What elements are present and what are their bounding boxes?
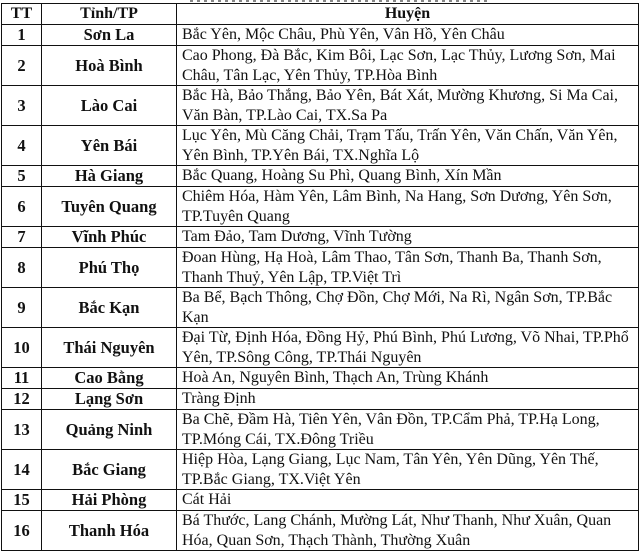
province-name: Thanh Hóa [42, 511, 177, 551]
district-list: Cát Hải [177, 490, 639, 511]
table-row [2, 25, 639, 46]
province-name: Bắc Giang [42, 450, 177, 490]
header-districts: Huyện [177, 4, 639, 25]
district-list: Đoan Hùng, Hạ Hoà, Lâm Thao, Tân Sơn, Thanh Ba, Thanh Sơn, Thanh Thuỷ, Yên Lập, TP.Việt Trì [177, 248, 639, 288]
district-list: Ba Chẽ, Đầm Hà, Tiên Yên, Vân Đồn, TP.Cẩm Phả, TP.Hạ Long, TP.Móng Cái, TX.Đông Triều [177, 410, 639, 450]
province-district-table [1, 3, 639, 551]
row-number: 13 [2, 410, 42, 450]
table-row [2, 511, 639, 551]
district-list: Ba Bể, Bạch Thông, Chợ Đồn, Chợ Mới, Na Rì, Ngân Sơn, TP.Bắc Kạn [177, 288, 639, 328]
table-row [2, 126, 639, 166]
district-list: Tam Đảo, Tam Dương, Vĩnh Tường [177, 227, 639, 248]
district-list: Cao Phong, Đà Bắc, Kim Bôi, Lạc Sơn, Lạc Thủy, Lương Sơn, Mai Châu, Tân Lạc, Yên Thủy, TP.Hòa Bình [177, 46, 639, 86]
district-list: Hiệp Hòa, Lạng Giang, Lục Nam, Tân Yên, Yên Dũng, Yên Thế, TP.Bắc Giang, TX.Việt Yên [177, 450, 639, 490]
table-row [2, 490, 639, 511]
province-name: Sơn La [42, 25, 177, 46]
province-name: Lạng Sơn [42, 389, 177, 410]
district-list: Hoà An, Nguyên Bình, Thạch An, Trùng Khánh [177, 368, 639, 389]
province-name: Hoà Bình [42, 46, 177, 86]
table-row [2, 227, 639, 248]
province-name: Phú Thọ [42, 248, 177, 288]
district-list: Đại Từ, Định Hóa, Đồng Hỷ, Phú Bình, Phú Lương, Võ Nhai, TP.Phổ Yên, TP.Sông Công, TP.Thái Nguyên [177, 328, 639, 368]
table-row [2, 410, 639, 450]
table-row [2, 389, 639, 410]
table-row [2, 248, 639, 288]
row-number: 16 [2, 511, 42, 551]
district-list: Bắc Quang, Hoàng Su Phì, Quang Bình, Xín Mần [177, 166, 639, 187]
district-list: Lục Yên, Mù Căng Chải, Trạm Tấu, Trấn Yên, Văn Chấn, Văn Yên, Yên Bình, TP.Yên Bái, TX.Nghĩa Lộ [177, 126, 639, 166]
district-list: Bắc Hà, Bảo Thắng, Bảo Yên, Bát Xát, Mường Khương, Si Ma Cai, Văn Bàn, TP.Lào Cai, TX.Sa Pa [177, 86, 639, 126]
table-row [2, 288, 639, 328]
header-province: Tỉnh/TP [42, 4, 177, 25]
row-number: 10 [2, 328, 42, 368]
district-list: Bắc Yên, Mộc Châu, Phù Yên, Vân Hồ, Yên Châu [177, 25, 639, 46]
table-row [2, 187, 639, 227]
row-number: 7 [2, 227, 42, 248]
province-name: Cao Bằng [42, 368, 177, 389]
row-number: 1 [2, 25, 42, 46]
header-tt: TT [2, 4, 42, 25]
province-name: Bắc Kạn [42, 288, 177, 328]
table-row [2, 450, 639, 490]
province-name: Hải Phòng [42, 490, 177, 511]
table-body [2, 25, 639, 551]
province-name: Lào Cai [42, 86, 177, 126]
row-number: 12 [2, 389, 42, 410]
row-number: 2 [2, 46, 42, 86]
row-number: 9 [2, 288, 42, 328]
table-row [2, 328, 639, 368]
row-number: 15 [2, 490, 42, 511]
row-number: 11 [2, 368, 42, 389]
table-row [2, 46, 639, 86]
table-row [2, 368, 639, 389]
district-list: Bá Thước, Lang Chánh, Mường Lát, Như Thanh, Như Xuân, Quan Hóa, Quan Sơn, Thạch Thành, Thường Xuân [177, 511, 639, 551]
table-header-row [2, 4, 639, 25]
district-list: Chiêm Hóa, Hàm Yên, Lâm Bình, Na Hang, Sơn Dương, Yên Sơn, TP.Tuyên Quang [177, 187, 639, 227]
province-name: Tuyên Quang [42, 187, 177, 227]
row-number: 5 [2, 166, 42, 187]
table-row [2, 166, 639, 187]
province-name: Vĩnh Phúc [42, 227, 177, 248]
province-name: Quảng Ninh [42, 410, 177, 450]
district-list: Tràng Định [177, 389, 639, 410]
row-number: 8 [2, 248, 42, 288]
row-number: 4 [2, 126, 42, 166]
province-name: Yên Bái [42, 126, 177, 166]
table-row [2, 86, 639, 126]
row-number: 14 [2, 450, 42, 490]
row-number: 3 [2, 86, 42, 126]
row-number: 6 [2, 187, 42, 227]
province-name: Hà Giang [42, 166, 177, 187]
province-name: Thái Nguyên [42, 328, 177, 368]
